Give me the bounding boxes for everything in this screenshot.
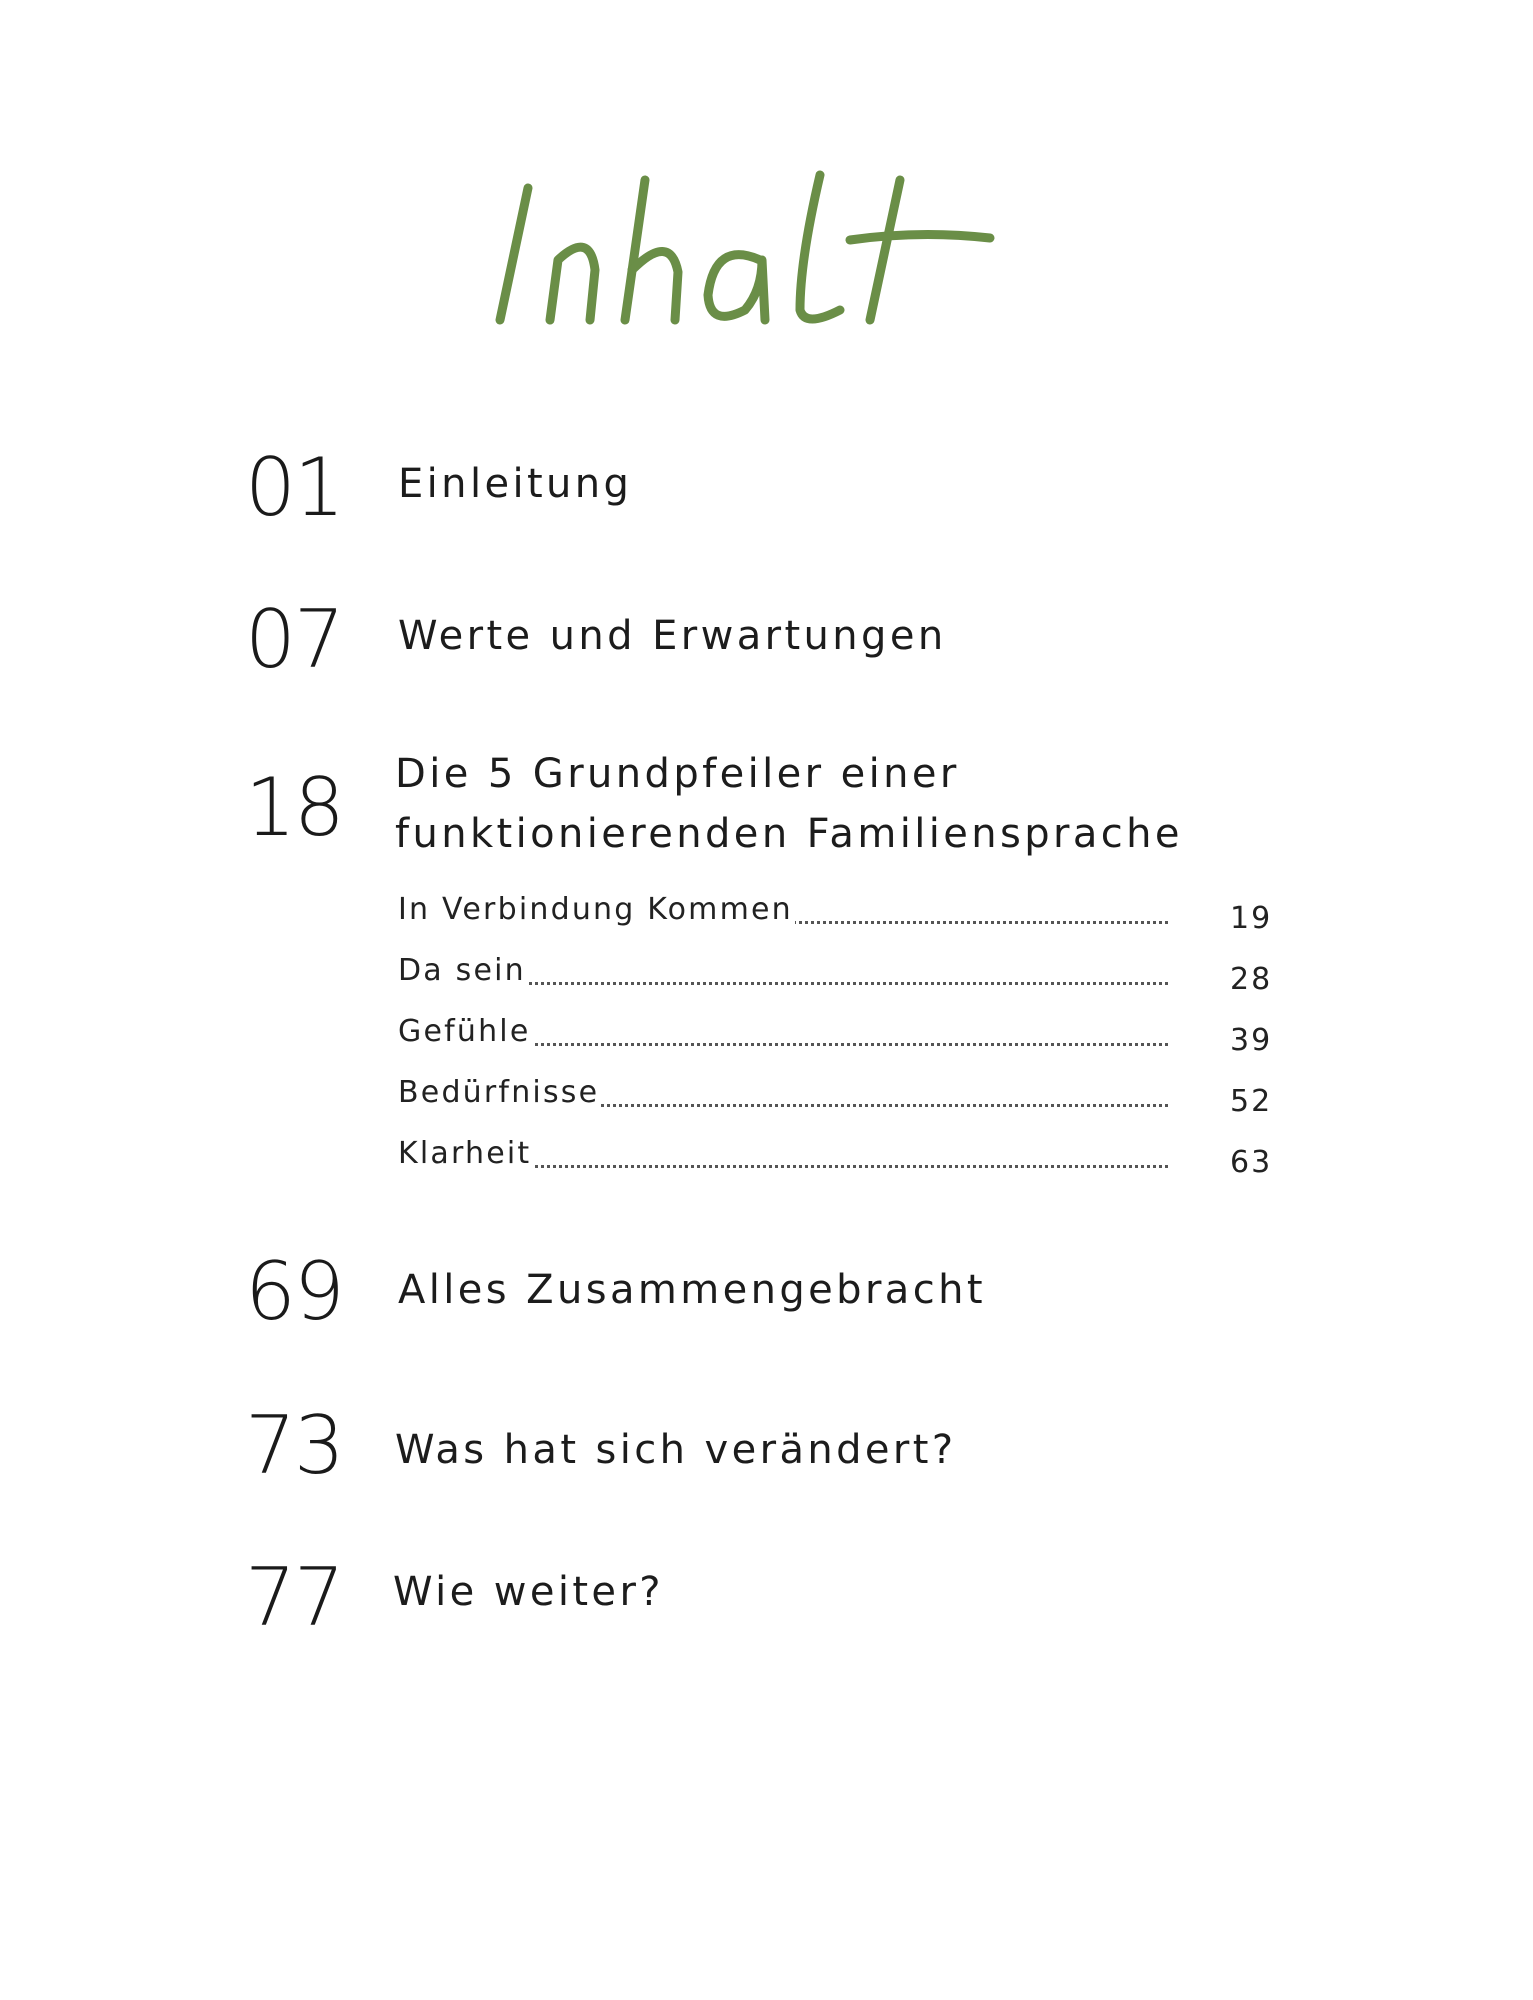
- subsection-item[interactable]: [398, 1134, 1278, 1184]
- subsection-label: Bedürfnisse: [398, 1073, 601, 1113]
- subsection-item[interactable]: [398, 1012, 1278, 1062]
- toc-page-number: 77: [245, 1551, 343, 1644]
- subsection-page-number: 39: [1230, 1023, 1273, 1058]
- toc-entry[interactable]: [245, 593, 1345, 690]
- toc-page-number: 73: [245, 1399, 343, 1492]
- toc-page-number: 18: [245, 761, 343, 854]
- toc-entry-title-line-1: Die 5 Grundpfeiler einer: [395, 751, 960, 797]
- toc-page-number: 07: [245, 593, 343, 686]
- subsection-item[interactable]: [398, 951, 1278, 1001]
- subsection-page-number: 19: [1230, 901, 1273, 936]
- toc-entry-title: Was hat sich verändert?: [395, 1427, 957, 1473]
- toc-page-number: 01: [245, 441, 343, 534]
- toc-entry-title: Werte und Erwartungen: [398, 613, 947, 659]
- subsection-item[interactable]: [398, 1073, 1278, 1123]
- page-title-handwriting: [470, 160, 1070, 340]
- subsection-item[interactable]: [398, 890, 1278, 940]
- toc-entry[interactable]: [245, 751, 1345, 888]
- toc-entry-title: Einleitung: [398, 461, 633, 507]
- toc-entry[interactable]: [245, 1551, 1345, 1648]
- subsection-page-number: 52: [1230, 1084, 1273, 1119]
- subsection-label: Da sein: [398, 951, 528, 991]
- subsection-label: In Verbindung Kommen: [398, 890, 795, 930]
- subsection-page-number: 28: [1230, 962, 1273, 997]
- toc-entry-title-line-2: funktionierenden Familiensprache: [395, 811, 1183, 857]
- toc-entry-title: Alles Zusammengebracht: [398, 1267, 986, 1313]
- toc-entry[interactable]: [245, 441, 1345, 538]
- page-title: [470, 160, 1070, 340]
- toc-entry-title: Wie weiter?: [393, 1569, 664, 1615]
- toc-entry[interactable]: [245, 1245, 1345, 1342]
- toc-page-number: 69: [245, 1245, 343, 1338]
- subsection-label: Klarheit: [398, 1134, 533, 1174]
- subsection-page-number: 63: [1230, 1145, 1273, 1180]
- subsection-label: Gefühle: [398, 1012, 533, 1052]
- toc-entry[interactable]: [245, 1399, 1345, 1496]
